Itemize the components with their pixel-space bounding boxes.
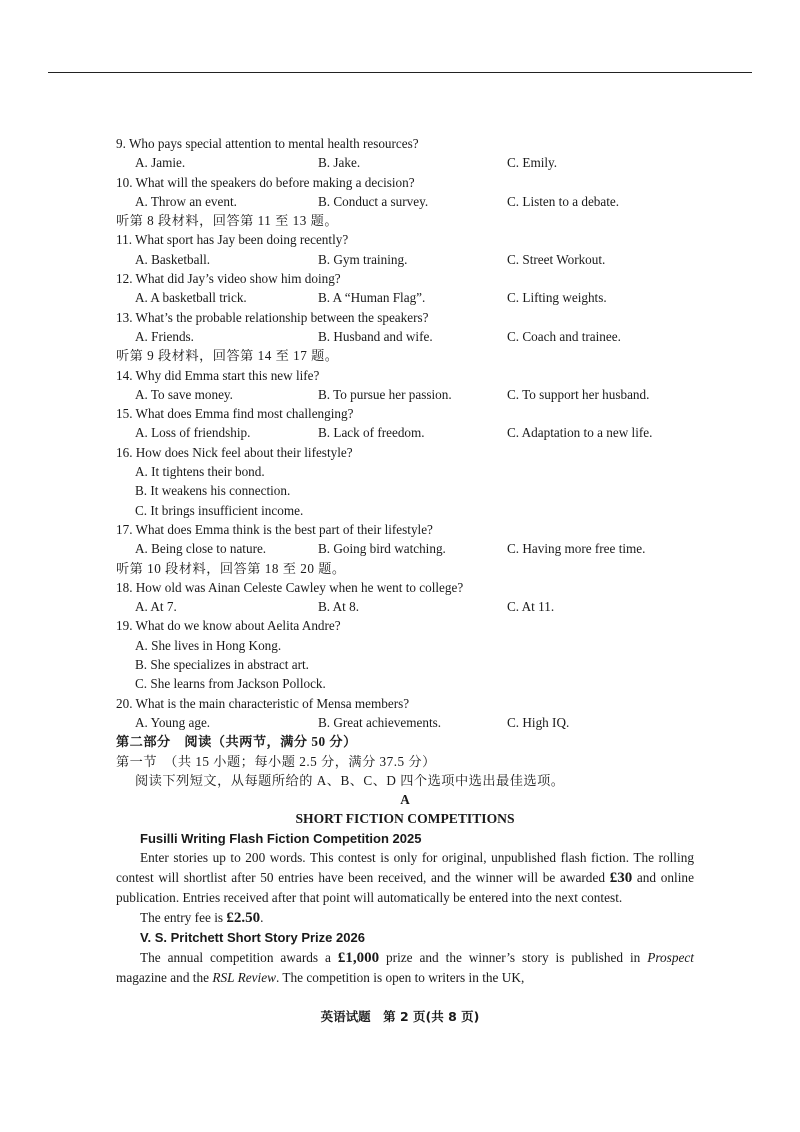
option-c: C. Listen to a debate.	[507, 193, 620, 209]
question-13: 13. What’s the probable relationship between the speakers?	[116, 309, 429, 325]
competition-2-description: The annual competition awards a £1,000 prize and the winner’s story is published in Prospect magazine and the RSL Review. The competition is open to writers in the UK,	[116, 949, 694, 986]
question-12: 12. What did Jay’s video show him doing?	[116, 271, 341, 287]
option-c: C. Street Workout.	[507, 251, 606, 267]
prize-amount: £30	[609, 869, 633, 886]
question-17-options	[116, 539, 694, 558]
question-9: 9. Who pays special attention to mental health resources?	[116, 136, 419, 151]
section-1-title: 第一节 （共 15 小题；每小题 2.5 分，满分 37.5 分）	[116, 753, 436, 769]
option-b: B. At 8.	[318, 599, 360, 615]
option-a: A. At 7.	[135, 599, 177, 615]
question-16: 16. How does Nick feel about their lifestyle?	[116, 444, 353, 460]
question-18: 18. How old was Ainan Celeste Cawley when he went to college?	[116, 579, 464, 595]
page-footer: 英语试题 第 2 页(共 8 页)	[320, 1009, 480, 1024]
option-a: A. She lives in Hong Kong.	[135, 637, 282, 653]
option-a: A. Throw an event.	[135, 193, 237, 209]
question-20-options	[116, 713, 694, 732]
question-12-options	[116, 288, 694, 307]
fee-amount: £2.50	[226, 909, 261, 926]
passage-letter: A	[400, 792, 410, 808]
option-c: C. Adaptation to a new life.	[507, 425, 653, 441]
option-b: B. Conduct a survey.	[318, 193, 429, 209]
question-10-options	[116, 192, 694, 211]
part-2-title: 第二部分 阅读（共两节，满分 50 分）	[116, 734, 357, 750]
option-b: B. Great achievements.	[318, 714, 442, 730]
option-a: A. It tightens their bond.	[135, 464, 265, 480]
option-a: A. Loss of friendship.	[135, 425, 251, 441]
option-c: C. Lifting weights.	[507, 290, 607, 306]
option-b: B. Gym training.	[318, 251, 408, 267]
option-c: C. To support her husband.	[507, 386, 650, 402]
option-c: C. She learns from Jackson Pollock.	[135, 676, 326, 692]
option-a: A. To save money.	[135, 386, 233, 402]
question-11: 11. What sport has Jay been doing recently?	[116, 232, 349, 248]
option-c: C. Coach and trainee.	[507, 328, 621, 344]
option-a: A. Jamie.	[135, 155, 186, 171]
option-a: A. Young age.	[135, 714, 211, 730]
question-15: 15. What does Emma find most challenging?	[116, 406, 354, 422]
question-13-options	[116, 327, 694, 346]
question-17: 17. What does Emma think is the best part of their lifestyle?	[116, 521, 433, 537]
passage-title: SHORT FICTION COMPETITIONS	[295, 811, 515, 827]
option-b: B. It weakens his connection.	[135, 483, 291, 499]
option-c: C. Having more free time.	[507, 541, 646, 557]
option-c: C. At 11.	[507, 599, 555, 615]
competition-1-fee: The entry fee is £2.50.	[140, 909, 264, 926]
section-heading-9: 听第 9 段材料，回答第 14 至 17 题。	[116, 348, 339, 364]
exam-page-content	[116, 134, 694, 988]
prize-amount: £1,000	[337, 949, 380, 966]
question-15-options	[116, 423, 694, 442]
question-14-options	[116, 385, 694, 404]
option-a: A. Basketball.	[135, 251, 211, 267]
option-b: B. To pursue her passion.	[318, 386, 452, 402]
option-b: B. Jake.	[318, 155, 361, 171]
option-c: C. Emily.	[507, 155, 558, 171]
section-heading-8: 听第 8 段材料，回答第 11 至 13 题。	[116, 213, 339, 229]
option-c: C. It brings insufficient income.	[135, 502, 304, 518]
option-b: B. Lack of freedom.	[318, 425, 425, 441]
competition-2-title: V. S. Pritchett Short Story Prize 2026	[140, 930, 365, 946]
option-b: B. She specializes in abstract art.	[135, 657, 309, 673]
question-18-options	[116, 597, 694, 616]
section-heading-10: 听第 10 段材料，回答第 18 至 20 题。	[116, 560, 346, 576]
question-9-options	[116, 153, 694, 172]
option-b: B. Husband and wife.	[318, 328, 433, 344]
option-c: C. High IQ.	[507, 714, 570, 730]
competition-1-description: Enter stories up to 200 words. This contest is only for original, unpublished flash fiction. The rolling contest will shortlist after 50 entries have been received, and the winner will be awarded £30 and online publication. Entries received after that point will automatically be entered into the next contest.	[116, 849, 694, 906]
review-name: RSL Review	[212, 970, 276, 986]
question-20: 20. What is the main characteristic of Mensa members?	[116, 695, 410, 711]
competition-1-title: Fusilli Writing Flash Fiction Competition 2025	[140, 830, 422, 846]
option-a: A. Being close to nature.	[135, 541, 267, 557]
magazine-name: Prospect	[647, 949, 694, 965]
question-11-options	[116, 250, 694, 269]
option-b: B. A “Human Flag”.	[318, 290, 426, 306]
question-10: 10. What will the speakers do before making a decision?	[116, 174, 415, 190]
question-14: 14. Why did Emma start this new life?	[116, 367, 320, 383]
question-19: 19. What do we know about Aelita Andre?	[116, 618, 341, 634]
option-a: A. Friends.	[135, 328, 194, 344]
header-rule	[48, 72, 752, 73]
reading-instruction: 阅读下列短文，从每题所给的 A、B、C、D 四个选项中选出最佳选项。	[135, 772, 565, 788]
option-b: B. Going bird watching.	[318, 541, 446, 557]
option-a: A. A basketball trick.	[135, 290, 247, 306]
